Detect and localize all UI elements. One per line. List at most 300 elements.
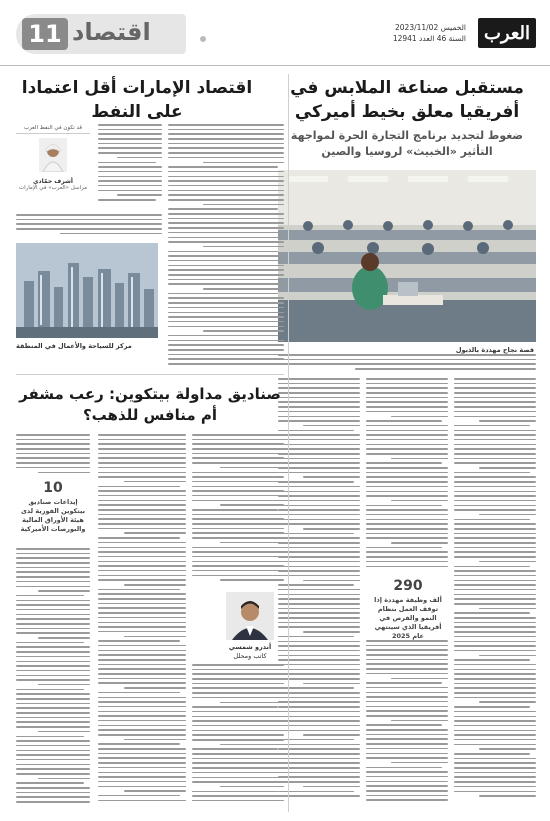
bitcoin-author-name: أندرو شمسي: [228, 643, 272, 651]
body-text-line: [366, 551, 448, 553]
bitcoin-author-avatar: [226, 592, 274, 640]
body-text-line: [192, 762, 284, 764]
body-text-line: [168, 152, 284, 154]
body-text-line: [278, 430, 354, 432]
body-text-line: [16, 689, 84, 691]
body-text-line: [168, 190, 284, 192]
body-text-line: [366, 785, 448, 787]
body-text-line: [454, 594, 536, 596]
body-text-line: [366, 556, 448, 558]
body-text-line: [454, 659, 530, 661]
body-text-line: [192, 457, 284, 459]
body-text-line: [192, 495, 284, 497]
body-text-line: [192, 791, 278, 793]
body-text-line: [168, 274, 284, 276]
body-text-line: [168, 166, 278, 168]
skyline-illustration: [16, 243, 158, 338]
body-text-line: [454, 453, 536, 455]
body-text-line: [168, 251, 278, 253]
emirates-headline: اقتصاد الإمارات أقل اعتمادا على النفط: [21, 78, 253, 122]
body-text-line: [479, 701, 536, 703]
body-text-line: [16, 548, 90, 550]
body-text-line: [98, 640, 180, 642]
body-text-line: [278, 776, 360, 778]
body-text-line: [98, 434, 186, 436]
body-text-line: [278, 397, 360, 399]
body-text-line: [192, 532, 284, 534]
body-text-line: [192, 443, 284, 445]
body-text-line: [454, 645, 536, 647]
body-text-line: [278, 692, 360, 694]
body-text-line: [454, 631, 536, 633]
body-text-line: [192, 734, 284, 736]
body-text-line: [16, 773, 90, 775]
body-text-line: [278, 753, 360, 755]
body-text-line: [278, 406, 360, 408]
body-text-line: [98, 509, 186, 511]
body-text-line: [366, 495, 448, 497]
body-text-line: [454, 542, 536, 544]
body-text-line: [168, 297, 284, 299]
body-text-line: [16, 600, 90, 602]
body-text-line: [278, 612, 360, 614]
body-text-line: [454, 612, 530, 614]
body-text-line: [192, 758, 284, 760]
body-text-line: [366, 509, 448, 511]
body-text-line: [366, 383, 448, 385]
body-text-line: [16, 675, 90, 677]
body-text-line: [278, 673, 360, 675]
body-text-line: [98, 622, 186, 624]
body-text-line: [366, 448, 448, 450]
lead-pull-quote: [370, 578, 446, 641]
body-text-line: [454, 430, 536, 432]
story-divider: [16, 374, 284, 375]
body-text-line: [278, 622, 360, 624]
body-text-line: [454, 547, 536, 549]
body-text-line: [16, 782, 84, 784]
body-text-line: [454, 500, 536, 502]
body-text-line: [454, 622, 536, 624]
body-text-line: [366, 481, 448, 483]
body-text-line: [98, 542, 186, 544]
body-text-line: [454, 678, 536, 680]
body-text-line: [366, 519, 448, 521]
body-text-line: [168, 260, 284, 262]
body-text-line: [98, 753, 186, 755]
body-text-line: [366, 682, 442, 684]
body-text-line: [366, 537, 448, 539]
body-text-line: [98, 772, 186, 774]
body-text-line: [16, 467, 90, 469]
body-text-line: [454, 697, 536, 699]
body-text-line: [192, 664, 284, 666]
body-text-line: [16, 595, 84, 597]
body-text-line: [479, 655, 536, 657]
body-text-line: [168, 147, 284, 149]
body-text-line: [278, 566, 360, 568]
body-text-line: [278, 547, 360, 549]
body-text-line: [16, 656, 90, 658]
body-text-line: [278, 383, 360, 385]
body-text-line: [98, 133, 162, 135]
body-text-line: [16, 576, 90, 578]
body-text-line: [278, 387, 360, 389]
body-text-line: [16, 745, 90, 747]
body-text-line: [454, 617, 536, 619]
body-text-line: [98, 664, 186, 666]
body-text-line: [98, 199, 156, 201]
body-text-line: [278, 472, 360, 474]
body-text-line: [98, 659, 186, 661]
body-text-line: [454, 401, 536, 403]
body-text-line: [278, 458, 360, 460]
body-text-line: [278, 491, 360, 493]
body-text-line: [366, 486, 448, 488]
body-text-line: [454, 772, 536, 774]
body-text-line: [192, 439, 284, 441]
page-number: 11: [22, 18, 68, 50]
body-text-line: [168, 326, 284, 328]
body-text-line: [16, 434, 90, 436]
issue-number: السنة 46 العدد 12941: [392, 34, 466, 43]
body-text-line: [192, 683, 284, 685]
body-text-line: [16, 618, 90, 620]
body-text-line: [278, 481, 354, 483]
body-text-line: [454, 687, 536, 689]
body-text-line: [192, 565, 284, 567]
body-text-line: [454, 706, 530, 708]
body-text-line: [16, 712, 90, 714]
body-text-line: [454, 669, 536, 671]
body-text-line: [366, 781, 448, 783]
body-text-line: [454, 537, 536, 539]
body-text-line: [391, 542, 448, 544]
body-text-line: [16, 726, 90, 728]
author-tag: قد تكون في النفط العرب: [16, 125, 90, 134]
body-text-line: [124, 532, 186, 534]
body-text-line: [203, 162, 284, 164]
body-text-line: [38, 684, 90, 686]
body-text-line: [278, 448, 360, 450]
body-text-line: [98, 448, 186, 450]
body-text-line: [454, 641, 536, 643]
author-box: [16, 125, 90, 207]
body-text-line: [16, 214, 162, 216]
body-text-line: [366, 654, 448, 656]
body-text-line: [192, 687, 284, 689]
body-text-line: [192, 472, 278, 474]
factory-illustration: [278, 170, 536, 342]
body-text-line: [454, 767, 536, 769]
body-text-line: [192, 730, 284, 732]
body-text-line: [278, 678, 360, 680]
body-text-line: [278, 537, 360, 539]
body-text-line: [454, 570, 536, 572]
body-text-line: [278, 706, 360, 708]
body-text-line: [117, 157, 162, 159]
body-text-line: [16, 801, 90, 803]
body-text-line: [16, 439, 90, 441]
body-text-line: [391, 762, 448, 764]
lead-intro: [278, 354, 536, 374]
body-text-line: [454, 439, 536, 441]
body-text-line: [16, 623, 90, 625]
body-text-line: [278, 608, 360, 610]
body-text-line: [98, 767, 186, 769]
body-text-line: [16, 754, 90, 756]
body-text-line: [16, 665, 90, 667]
body-text-line: [168, 176, 284, 178]
body-text-line: [278, 523, 360, 525]
body-text-line: [192, 767, 284, 769]
body-text-line: [98, 720, 186, 722]
body-text-line: [98, 565, 186, 567]
body-text-line: [454, 753, 530, 755]
body-text-line: [278, 392, 360, 394]
body-text-line: [278, 561, 360, 563]
body-text-line: [98, 514, 186, 516]
body-text-line: [391, 720, 448, 722]
emirates-text-col-3: [16, 214, 162, 240]
body-text-line: [278, 603, 360, 605]
body-text-line: [278, 401, 360, 403]
body-text-line: [278, 584, 354, 586]
body-text-line: [98, 500, 186, 502]
body-text-line: [16, 651, 90, 653]
body-text-line: [168, 279, 284, 281]
body-text-line: [366, 710, 448, 712]
body-text-line: [366, 505, 442, 507]
body-text-line: [278, 542, 360, 544]
body-text-line: [454, 673, 536, 675]
body-text-line: [192, 692, 284, 694]
bitcoin-author-role: كاتب ومحلل: [233, 652, 267, 660]
body-text-line: [192, 697, 284, 699]
body-text-line: [168, 241, 284, 243]
body-text-line: [278, 767, 360, 769]
body-text-line: [278, 626, 360, 628]
body-text-line: [366, 748, 448, 750]
body-text-line: [220, 579, 284, 581]
body-text-line: [366, 687, 448, 689]
body-text-line: [366, 472, 448, 474]
body-text-line: [366, 771, 448, 773]
body-text-line: [454, 491, 536, 493]
body-text-line: [366, 514, 448, 516]
body-text-line: [454, 444, 536, 446]
body-text-line: [278, 359, 536, 361]
body-text-line: [278, 762, 360, 764]
body-text-line: [454, 458, 536, 460]
body-text-line: [16, 609, 90, 611]
body-text-line: [16, 703, 90, 705]
body-text-line: [303, 580, 360, 582]
body-text-line: [366, 715, 448, 717]
body-text-line: [168, 180, 284, 182]
body-text-line: [192, 551, 284, 553]
body-text-line: [366, 561, 448, 563]
body-text-line: [278, 354, 536, 356]
body-text-line: [98, 453, 186, 455]
body-text-line: [98, 593, 186, 595]
body-text-line: [16, 764, 90, 766]
body-text-line: [16, 562, 90, 564]
body-text-line: [192, 486, 284, 488]
body-text-line: [303, 425, 360, 427]
body-text-line: [168, 222, 284, 224]
body-text-line: [278, 486, 360, 488]
body-text-line: [16, 693, 90, 695]
bitcoin-pull-quote-number: 10: [43, 480, 63, 496]
body-text-line: [98, 800, 186, 802]
city-photo-caption: مركز للسياحة والأعمال في المنطقة: [16, 342, 132, 350]
body-text-line: [192, 575, 284, 577]
body-text-line: [168, 143, 284, 145]
body-text-line: [168, 237, 284, 239]
body-text-line: [391, 500, 448, 502]
body-text-line: [366, 706, 448, 708]
body-text-line: [192, 490, 284, 492]
body-text-line: [454, 406, 536, 408]
bitcoin-text-col-2: [98, 434, 186, 810]
body-text-line: [278, 744, 360, 746]
body-text-line: [16, 632, 90, 634]
body-text-line: [366, 566, 448, 568]
body-text-line: [220, 786, 284, 788]
body-text-line: [355, 368, 536, 370]
body-text-line: [38, 590, 90, 592]
garment-factory-photo: [278, 170, 536, 342]
body-text-line: [98, 692, 180, 694]
lead-headline: مستقبل صناعة الملابس في أفريقيا معلق بخيط أميركي: [290, 78, 524, 122]
body-text-line: [454, 786, 536, 788]
section-name: اقتصاد: [72, 18, 151, 46]
body-text-line: [98, 537, 180, 539]
body-text-line: [366, 696, 448, 698]
body-text-line: [366, 430, 448, 432]
body-text-line: [16, 679, 90, 681]
bitcoin-text-col-3b: [192, 664, 284, 810]
body-text-line: [366, 467, 448, 469]
masthead: [0, 0, 550, 66]
body-text-line: [454, 519, 530, 521]
body-text-line: [454, 776, 536, 778]
body-text-line: [168, 307, 284, 309]
body-text-line: [168, 312, 284, 314]
body-text-line: [98, 706, 186, 708]
body-text-line: [16, 768, 90, 770]
body-text-line: [98, 190, 162, 192]
body-text-line: [192, 453, 284, 455]
body-text-line: [278, 411, 360, 413]
body-text-line: [454, 589, 536, 591]
body-text-line: [278, 617, 360, 619]
body-text-line: [454, 683, 536, 685]
decorative-dot-icon: [200, 36, 206, 42]
body-text-line: [98, 472, 186, 474]
emirates-text-col-2: [98, 124, 162, 208]
body-text-line: [220, 542, 284, 544]
body-text-line: [168, 354, 284, 356]
body-text-line: [192, 739, 284, 741]
body-text-line: [124, 790, 186, 792]
body-text-line: [98, 166, 162, 168]
body-text-line: [366, 790, 448, 792]
body-text-line: [38, 472, 90, 474]
body-text-line: [98, 645, 186, 647]
body-text-line: [192, 448, 284, 450]
body-text-line: [98, 697, 186, 699]
body-text-line: [454, 734, 536, 736]
body-text-line: [192, 753, 284, 755]
body-text-line: [168, 232, 284, 234]
bitcoin-text-col-1a: [16, 434, 90, 476]
body-text-line: [98, 729, 186, 731]
body-text-line: [454, 392, 536, 394]
body-text-line: [366, 439, 448, 441]
body-text-line: [303, 631, 360, 633]
body-text-line: [98, 457, 186, 459]
body-text-line: [278, 453, 360, 455]
body-text-line: [278, 772, 360, 774]
body-text-line: [278, 716, 360, 718]
body-text-line: [278, 505, 360, 507]
body-text-line: [98, 443, 186, 445]
body-text-line: [454, 580, 536, 582]
body-text-line: [124, 687, 186, 689]
body-text-line: [366, 406, 448, 408]
body-text-line: [16, 614, 90, 616]
body-text-line: [278, 659, 360, 661]
body-text-line: [278, 556, 360, 558]
body-text-line: [366, 444, 448, 446]
body-text-line: [454, 462, 536, 464]
newspaper-logo: العرب: [478, 18, 536, 48]
body-text-line: [98, 495, 186, 497]
body-text-line: [366, 462, 442, 464]
body-text-line: [454, 730, 536, 732]
body-text-line: [278, 416, 360, 418]
body-text-line: [192, 706, 278, 708]
body-text-line: [168, 349, 284, 351]
body-text-line: [366, 692, 448, 694]
body-text-line: [366, 397, 448, 399]
body-text-line: [98, 180, 162, 182]
body-text-line: [98, 781, 186, 783]
body-text-line: [278, 500, 360, 502]
body-text-line: [366, 767, 442, 769]
lead-pull-quote-text: ألف وظيفة مهددة إذا توقف العمل بنظام النمو والفرص في أفريقيا الذي سينتهي عام 2025: [374, 596, 442, 640]
body-text-line: [278, 594, 360, 596]
body-text-line: [16, 750, 90, 752]
body-text-line: [366, 799, 448, 801]
body-text-line: [98, 575, 186, 577]
body-text-line: [454, 416, 536, 418]
body-text-line: [278, 720, 360, 722]
body-text-line: [192, 570, 284, 572]
body-text-line: [192, 514, 284, 516]
author-name: أشرف حمّادي: [33, 178, 73, 185]
body-text-line: [16, 736, 84, 738]
lead-subheadline: ضغوط لتجديد برنامج التجارة الحرة لمواجهة التأثير «الخبيث» لروسيا والصين: [290, 129, 524, 158]
body-text-line: [366, 729, 448, 731]
body-text-line: [220, 467, 284, 469]
body-text-line: [278, 551, 360, 553]
body-text-line: [168, 283, 284, 285]
body-text-line: [278, 664, 360, 666]
body-text-line: [192, 716, 284, 718]
